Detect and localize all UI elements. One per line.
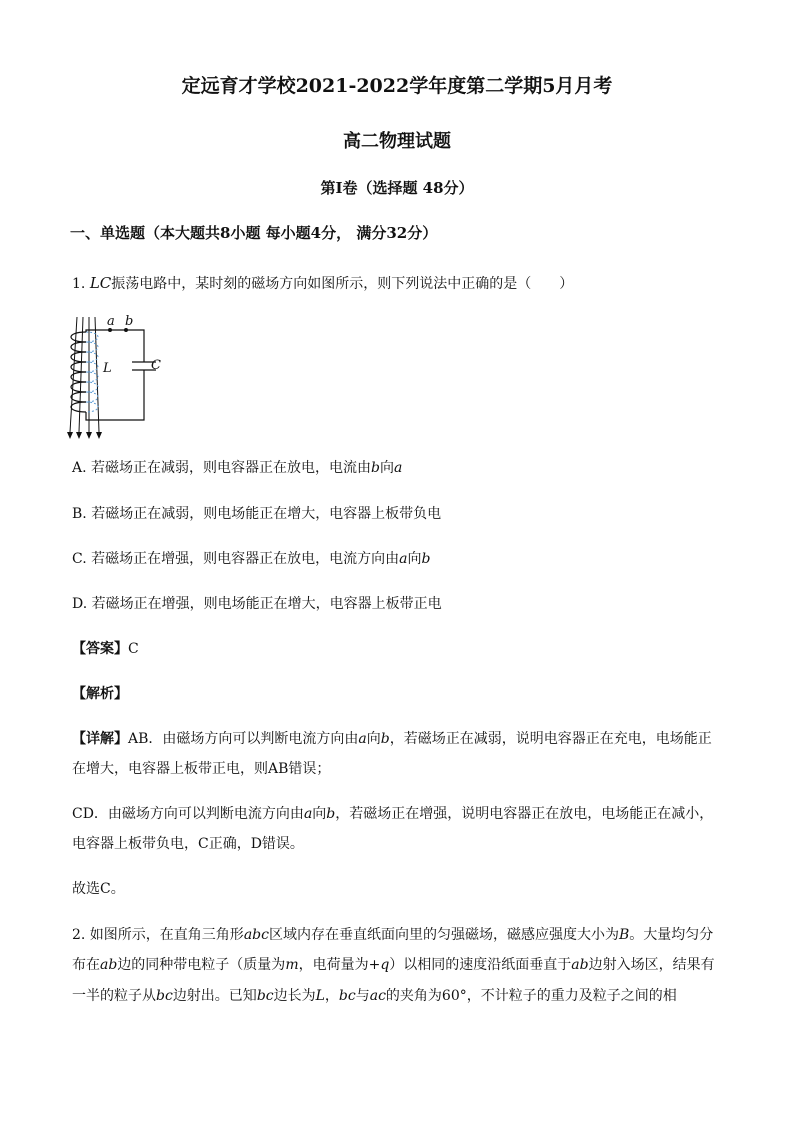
detail-line-1: 【详解】AB．由磁场方向可以判断电流方向由a向b，若磁场正在减弱，说明电容器正在充电，电场能正 (72, 731, 712, 747)
label-b: b (125, 314, 134, 329)
question-number: 1. (72, 276, 86, 292)
answer-label: 【答案】 (72, 641, 128, 657)
detail-line-2: 在增大，电容器上板带正电，则AB错误； (72, 761, 331, 777)
lc-symbol: LC (89, 274, 112, 292)
question-2-line-1: 2. 如图所示，在直角三角形abc区域内存在垂直纸面向里的匀强磁场，磁感应强度大小为B。大量均匀分 (72, 927, 714, 943)
exam-subtitle: 高二物理试题 (343, 131, 451, 152)
answer-value: C (128, 641, 139, 657)
question-1-stem (72, 273, 573, 293)
option-d: D. 若磁场正在增强，则电场能正在增大，电容器上板带正电 (72, 596, 442, 612)
detail-label: 【详解】 (72, 731, 128, 747)
detail-line-3: CD．由磁场方向可以判断电流方向由a向b，若磁场正在增强，说明电容器正在放电，电场能正在减小， (72, 806, 714, 822)
option-a: A. 若磁场正在减弱，则电容器正在放电，电流由b向a (72, 460, 403, 476)
question-2-line-2: 布在ab边的同种带电粒子（质量为m，电荷量为+q）以相同的速度沿纸面垂直于ab边射入场区，结果有 (72, 957, 715, 973)
answer-line (72, 638, 139, 658)
label-a: a (107, 314, 115, 329)
section-heading: 一、单选题（本大题共8小题 每小题4分， 满分32分） (70, 224, 438, 242)
question-2-line-3: 一半的粒子从bc边射出。已知bc边长为L，bc与ac的夹角为60°，不计粒子的重力及粒子之间的相 (72, 988, 677, 1004)
option-b: B. 若磁场正在减弱，则电场能正在增大，电容器上板带负电 (72, 506, 442, 522)
option-c: C. 若磁场正在增强，则电容器正在放电，电流方向由a向b (72, 551, 431, 567)
detail-line-4: 电容器上板带负电，C正确，D错误。 (72, 836, 304, 852)
lc-circuit-figure (62, 312, 172, 442)
label-L: L (103, 361, 112, 376)
exam-title: 定远育才学校2021-2022学年度第二学期5月月考 (181, 75, 613, 97)
question-1-text: 振荡电路中，某时刻的磁场方向如图所示，则下列说法中正确的是（ ） (111, 276, 574, 292)
volume-heading: 第Ⅰ卷（选择题 48分） (320, 179, 474, 197)
conclusion: 故选C。 (72, 881, 125, 897)
label-C: C (151, 358, 161, 373)
analysis-label: 【解析】 (72, 686, 128, 702)
